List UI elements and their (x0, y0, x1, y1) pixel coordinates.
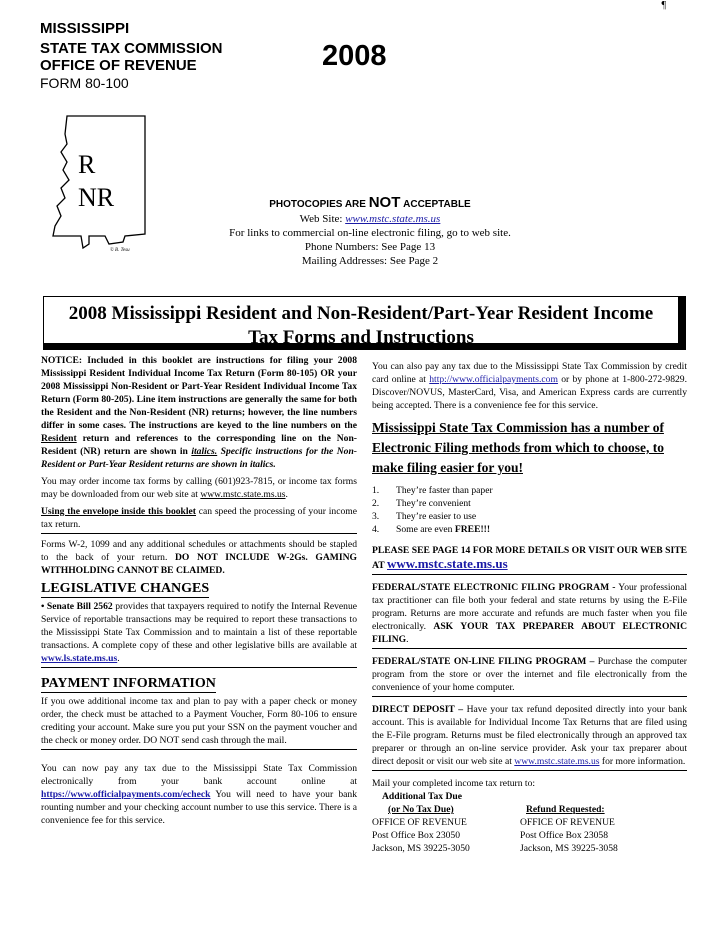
legislative-heading: LEGISLATIVE CHANGES (41, 581, 210, 596)
photocopies-notice: PHOTOCOPIES ARE NOT ACCEPTABLE (269, 194, 471, 211)
direct-deposit-link[interactable]: www.mstc.state.ms.us (514, 756, 600, 767)
header-line-1: MISSISSIPPI (40, 20, 130, 37)
efile-line: For links to commercial on-line electronic filing, go to web site. (229, 227, 511, 239)
nonresident-letters: NR (78, 183, 115, 212)
header-line-3: OFFICE OF REVENUE (40, 57, 197, 74)
info-block (205, 196, 535, 268)
mailing-line: Mailing Addresses: See Page 2 (301, 255, 439, 267)
header-line-2: STATE TAX COMMISSION (40, 40, 223, 57)
mailing-addresses (372, 790, 687, 855)
list-item: 1. They’re faster than paper (372, 485, 493, 496)
legislature-link[interactable]: www.ls.state.ms.us (41, 653, 118, 664)
payment-heading: PAYMENT INFORMATION (41, 676, 216, 691)
list-item: 3. They’re easier to use (372, 511, 477, 522)
left-column (41, 354, 357, 827)
see-page-link[interactable]: www.mstc.state.ms.us (387, 556, 508, 571)
notice-paragraph: NOTICE: Included in this booklet are instructions for filing your 2008 Mississippi Resident Individual Income Tax Return (Form 80-105) OR your 2008 Mississippi Non-Resident or Part-Year Resident Individual Income Tax Return (Form 80-205). Line item instructions are generally the same for both the Resident and the Non-Resident (NR) returns; however, the line numbers differ in some cases. The instructions are keyed to the line numbers on the Resident return and references to the corresponding line on the Non-Resident (NR) return are shown in italics. Specific instructions for the Non-Resident or Part-Year Resident returns are shown in italics. (41, 355, 358, 470)
phone-line: Phone Numbers: See Page 13 (304, 241, 436, 253)
order-forms-link[interactable]: www.mstc.state.ms.us (200, 489, 286, 500)
online-program-paragraph: FEDERAL/STATE ON-LINE FILING PROGRAM – Purchase the computer program from the store or over the internet and file electronically from the convenience of your home computer. (372, 655, 687, 697)
mail-intro: Mail your completed income tax return to: (372, 778, 536, 789)
website-line: Web Site: www.mstc.state.ms.us (299, 213, 441, 225)
right-column (372, 360, 687, 855)
echeck-link[interactable]: https://www.officialpayments.com/echeck (41, 789, 211, 800)
mail-address-tax-due: Additional Tax Due (or No Tax Due) OFFICE OF REVENUE Post Office Box 23050 Jackson, MS 39225-3050 (372, 791, 470, 854)
website-link[interactable]: www.mstc.state.ms.us (345, 213, 441, 225)
page-title: 2008 Mississippi Resident and Non-Resident/Part-Year Resident Income Tax Forms and Instructions (43, 296, 679, 344)
form-number: FORM 80-100 (40, 75, 129, 91)
tax-year: 2008 (322, 40, 387, 72)
efiling-methods-heading: Mississippi State Tax Commission has a number of Electronic Filing methods from which to choose, to make filing easier for you! (372, 420, 664, 475)
payment-paragraph: If you owe additional income tax and plan to pay with a paper check or money order, the check must be attached to a Payment Voucher, Form 80-106 to ensure crediting your account. Make sure you put your SSN on the payment voucher and the check or money order. DO NOT send cash through the mail. (41, 695, 357, 750)
direct-deposit-paragraph: DIRECT DEPOSIT – Have your tax refund deposited directly into your bank account. This is available for Individual Income Tax Returns that are filed using the E-File program. Returns must be filed electronically through an approved tax preparer or through an on-line service provider. Ask your tax preparer about direct deposit or visit our web site at www.mstc.state.ms.us for more information. (372, 703, 687, 771)
list-item: 2. They’re convenient (372, 498, 471, 509)
benefits-list (372, 484, 687, 536)
w2-paragraph: Forms W-2, 1099 and any additional schedules or attachments should be stapled to the back of your return. DO NOT INCLUDE W-2Gs. GAMING WITHHOLDING CANNOT BE CLAIMED. (41, 539, 357, 576)
official-payments-link[interactable]: http://www.officialpayments.com (429, 374, 558, 385)
map-credit: © B. Tesu (110, 248, 130, 253)
mail-address-refund: Refund Requested: OFFICE OF REVENUE Post Office Box 23058 Jackson, MS 39225-3058 (520, 804, 618, 854)
bank-payment-paragraph: You can now pay any tax due to the Mississippi State Tax Commission electronically from your bank account online at https://www.officialpayments.com/echeck You will need to have your bank rounting number and your checking account number to use this service. There is a convenience fee for this service. (41, 763, 357, 826)
credit-card-paragraph: You can also pay any tax due to the Mississippi State Tax Commission by credit card online at http://www.officialpayments.com or by phone at 1-800-272-9829. Discover/NOVUS, MasterCard, Visa, and American Express cards are currently being accepted. There is a convenience fee for this service. (372, 361, 687, 411)
envelope-paragraph: Using the envelope inside this booklet can speed the processing of your income tax return. (41, 505, 357, 534)
see-page-paragraph: PLEASE SEE PAGE 14 FOR MORE DETAILS OR VISIT OUR WEB SITE AT www.mstc.state.ms.us (372, 544, 687, 575)
list-item: 4. Some are even FREE!!! (372, 524, 491, 535)
efile-program-paragraph: FEDERAL/STATE ELECTRONIC FILING PROGRAM - Your professional tax practitioner can file both your federal and state returns by using the E-File program. Returns are more accurate and refunds are much faster when you file electronically. ASK YOUR TAX PREPARER ABOUT ELECTRONIC FILING. (372, 581, 687, 649)
legislative-paragraph: • Senate Bill 2562 provides that taxpayers required to notify the Internal Revenue Service of reportable transactions may be required to report these transactions to the Mississippi State Tax Commission and to maintain a list of these reportable transactions. A complete copy of these and other legislative bills are available at www.ls.state.ms.us. (41, 600, 357, 668)
order-forms-paragraph: You may order income tax forms by calling (601)923-7815, or income tax forms may be downloaded from our web site at www.mstc.state.ms.us. (41, 476, 357, 500)
corner-mark: ¶ (661, 0, 666, 11)
resident-letter: R (78, 150, 96, 179)
